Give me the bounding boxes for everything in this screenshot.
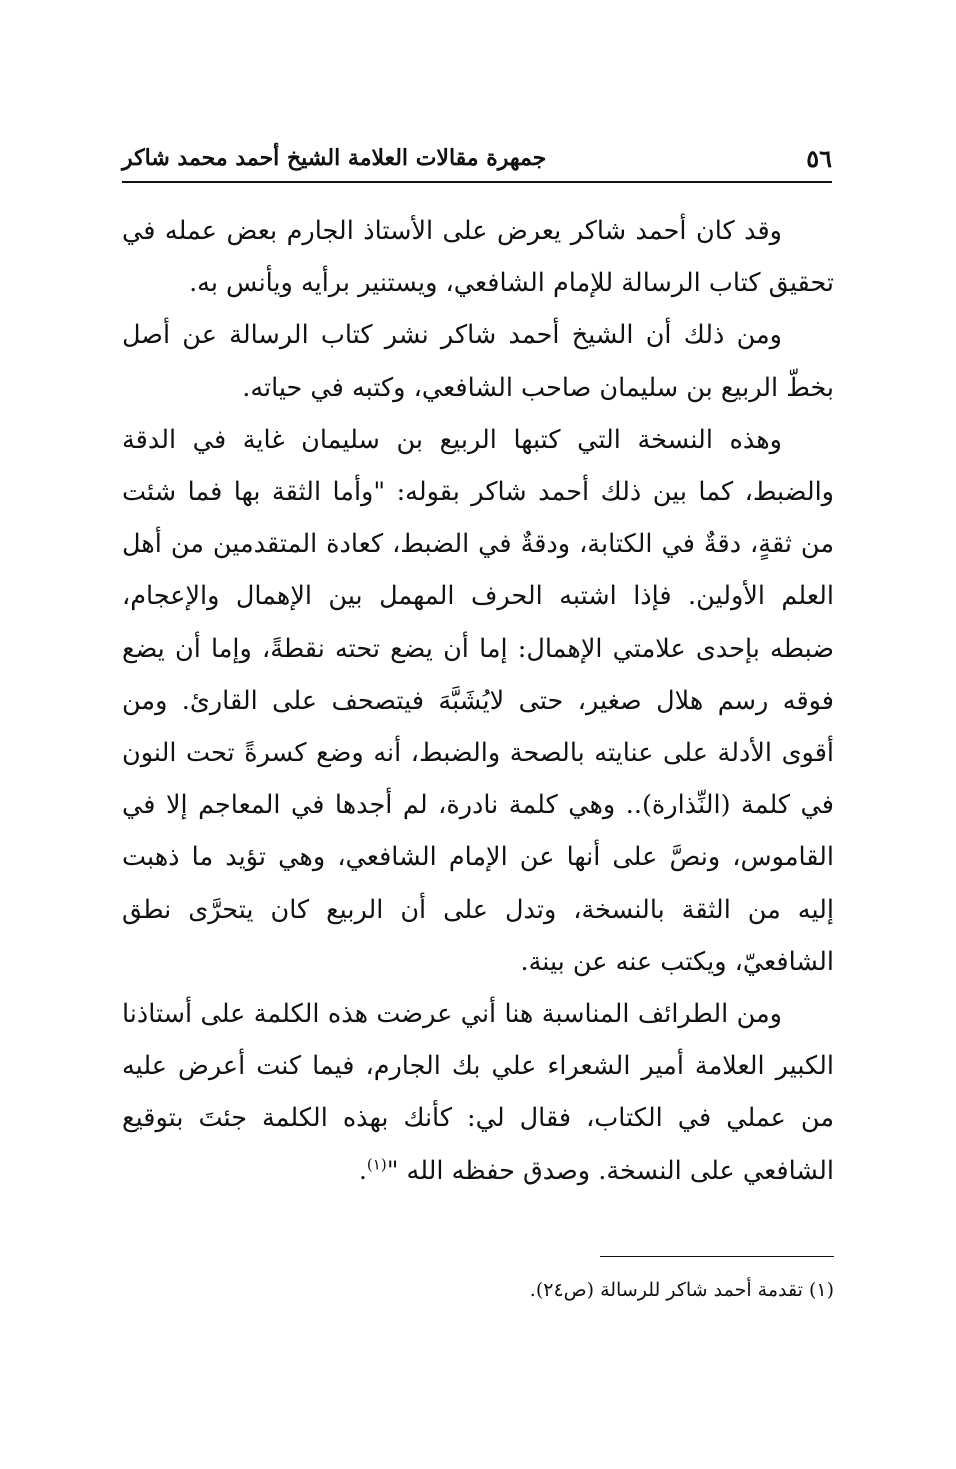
footnote: (١) تقدمة أحمد شاكر للرسالة (ص٢٤). (529, 1279, 834, 1301)
paragraph-4 (122, 988, 834, 1197)
body-text (122, 205, 834, 1197)
page-number: ٥٦ (806, 143, 832, 173)
paragraph-4-text: ومن الطرائف المناسبة هنا أني عرضت هذه الكلمة على أستاذنا الكبير العلامة أمير الشعراء علي بك الجارم، فيما كنت أعرض عليه من عملي في الكتاب، فقال لي: كأنك بهذه الكلمة جئتَ بتوقيع الشافعي على النسخة. وصدق حفظه الله " (122, 999, 834, 1186)
paragraph-4-end: . (358, 1155, 367, 1186)
paragraph-2: ومن ذلك أن الشيخ أحمد شاكر نشر كتاب الرسالة عن أصل بخطّ الربيع بن سليمان صاحب الشافعي، وكتبه في حياته. (122, 320, 834, 403)
paragraph-1: وقد كان أحمد شاكر يعرض على الأستاذ الجارم بعض عمله في تحقيق كتاب الرسالة للإمام الشافعي، ويستنير برأيه ويأنس به. (122, 216, 834, 299)
footnote-divider (600, 1256, 834, 1257)
header-divider (122, 181, 832, 183)
running-title: جمهرة مقالات العلامة الشيخ أحمد محمد شاكر (122, 145, 547, 171)
footnote-reference[interactable]: (١) (366, 1155, 387, 1174)
paragraph-3: وهذه النسخة التي كتبها الربيع بن سليمان غاية في الدقة والضبط، كما بين ذلك أحمد شاكر بقوله: "وأما الثقة بها فما شئت من ثقةٍ، دقةٌ في الكتابة، ودقةٌ في الضبط، كعادة المتقدمين من أهل العلم الأولين. فإذا اشتبه الحرف المهمل بين الإهمال والإعجام، ضبطه بإحدى علامتي الإهمال: إما أن يضع تحته نقطةً، وإما أن يضع فوقه رسم هلال صغير، حتى لايُشَبَّهَ فيتصحف على القارئ. ومن أقوى الأدلة على عنايته بالصحة والضبط، أنه وضع كسرةً تحت النون في كلمة (النِّذارة).. وهي كلمة نادرة، لم أجدها في المعاجم إلا في القاموس، ونصَّ على أنها عن الإمام الشافعي، وهي تؤيد ما ذهبت إليه من الثقة بالنسخة، وتدل على أن الربيع كان يتحرَّى نطق الشافعيّ، ويكتب عنه عن بينة. (122, 424, 834, 977)
page-header (122, 138, 832, 178)
